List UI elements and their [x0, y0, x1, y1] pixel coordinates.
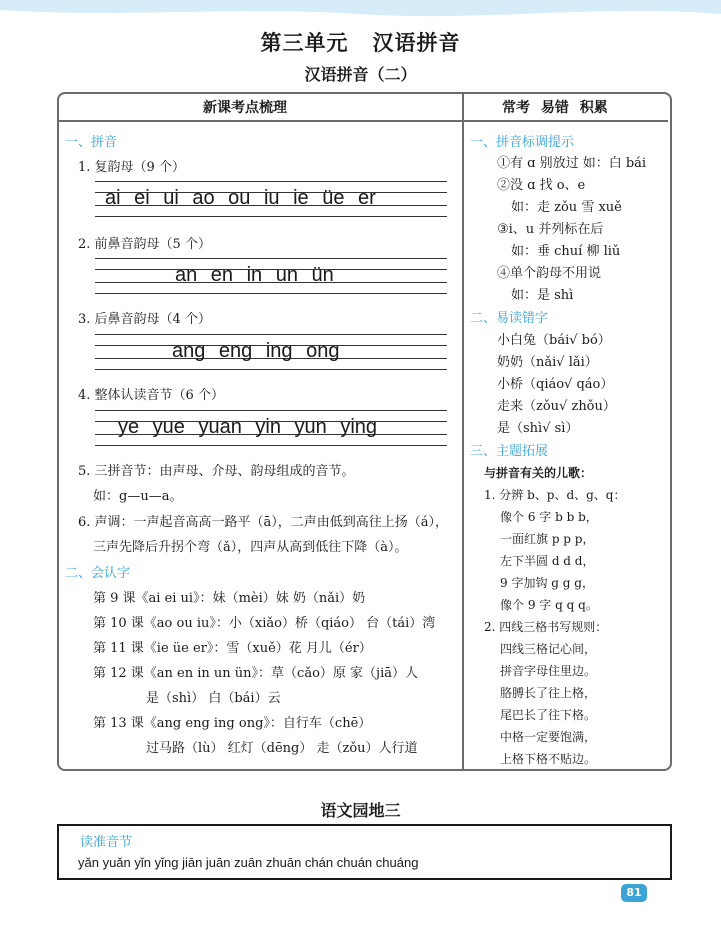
item-triple-syllable: 5. 三拼音节：由声母、介母、韵母组成的音节。	[78, 464, 355, 479]
garden-box	[57, 824, 672, 880]
pinyin-row-front-nasal: an en in un ün	[175, 264, 334, 286]
section-characters: 二、会认字	[65, 566, 131, 581]
unit-title: 第三单元 汉语拼音	[260, 31, 461, 55]
page-number: 81	[621, 884, 647, 902]
item-tones-cont: 三声先降后升拐个弯（ǎ），四声从高到低往下降（à）。	[93, 540, 408, 555]
lesson-subtitle: 汉语拼音（二）	[304, 65, 417, 84]
left-column-header: 新课考点梳理	[203, 100, 287, 116]
lesson-9: 第 9 课《ai ei ui》：妹（mèi）妹 奶（nǎi）奶	[93, 591, 366, 606]
section-pinyin: 一、拼音	[65, 135, 118, 150]
rhyme-line: 上格下格不贴边。	[500, 752, 597, 766]
tip-3-example: 如：垂 chuí 柳 liǔ	[511, 244, 621, 259]
rhyme-2-title: 2. 四线三格书写规则：	[484, 620, 608, 634]
lesson-11: 第 11 课《ie üe er》：雪（xuě）花 月儿（ér）	[93, 641, 372, 656]
column-divider	[462, 92, 464, 769]
lesson-10: 第 10 课《ao ou iu》：小（xiǎo）桥（qiáo） 台（tái）湾	[93, 616, 436, 631]
pinyin-row-compound: ai ei ui ao ou iu ie üe er	[105, 187, 376, 209]
item-tones: 6. 声调：一声起音高高一路平（ā），二声由低到高往上扬（á），	[78, 515, 449, 530]
lesson-12: 第 12 课《an en in un ün》：草（cǎo）原 家（jiā）人	[93, 666, 418, 681]
pinyin-row-back-nasal: ang eng ing ong	[172, 340, 340, 362]
item-compound-finals: 1. 复韵母（9 个）	[78, 160, 185, 175]
lesson-12-cont: 是（shì） 白（bái）云	[146, 691, 281, 706]
lesson-13-cont: 过马路（lù） 红灯（dēng） 走（zǒu）人行道	[146, 741, 418, 756]
rhyme-heading: 与拼音有关的儿歌：	[484, 466, 593, 480]
lesson-13: 第 13 课《ang eng ing ong》：自行车（chē）	[93, 716, 372, 731]
rhyme-line: 中格一定要饱满，	[500, 730, 597, 744]
pinyin-row-whole: ye yue yuan yin yun ying	[118, 416, 378, 438]
section-misread: 二、易读错字	[470, 311, 549, 326]
rhyme-line: 左下半圆 d d d，	[500, 554, 595, 568]
rhyme-line: 9 字加钩 g g g，	[500, 576, 594, 590]
tip-1: ①有 ɑ 别放过 如：白 bái	[497, 156, 647, 171]
section-tone-tips: 一、拼音标调提示	[470, 135, 575, 150]
misread-4: 走来（zǒu√ zhǒu）	[497, 399, 616, 414]
header-rule	[59, 120, 668, 122]
rhyme-line: 尾巴长了往下格。	[500, 708, 597, 722]
garden-syllables: yǎn yuǎn yǐn yǐng jiān juān zuān zhuān chán chuán chuáng	[78, 855, 419, 870]
tip-4-example: 如：是 shì	[511, 288, 574, 303]
tip-2: ②没 ɑ 找 o、e	[497, 178, 586, 193]
misread-5: 是（shì√ sì）	[497, 421, 579, 436]
section-theme: 三、主题拓展	[470, 444, 549, 459]
rhyme-line: 拼音字母住里边。	[500, 664, 597, 678]
tip-3: ③i、u 并列标在后	[497, 222, 604, 237]
rhyme-line: 像个 6 字 b b b，	[500, 510, 598, 524]
tip-2-example: 如：走 zǒu 雪 xuě	[511, 200, 622, 215]
item-triple-example: 如：g—u—a。	[93, 489, 183, 504]
rhyme-line: 胳膊长了往上格，	[500, 686, 597, 700]
item-whole-syllables: 4. 整体认读音节（6 个）	[78, 388, 224, 403]
rhyme-line: 四线三格记心间，	[500, 642, 597, 656]
tip-4: ④单个韵母不用说	[497, 266, 602, 281]
misread-2: 奶奶（nǎi√ lǎi）	[497, 355, 598, 370]
right-column-header: 常考 易错 积累	[502, 100, 608, 116]
garden-title: 语文园地三	[320, 801, 401, 820]
rhyme-1-title: 1. 分辨 b、p、d、g、q：	[484, 488, 626, 502]
rhyme-line: 像个 9 字 q q q。	[500, 598, 598, 612]
rhyme-line: 一面红旗 p p p，	[500, 532, 595, 546]
misread-3: 小桥（qiáo√ qáo）	[497, 377, 614, 392]
garden-subtitle: 读准音节	[80, 835, 133, 850]
item-back-nasal: 3. 后鼻音韵母（4 个）	[78, 312, 211, 327]
misread-1: 小白兔（bái√ bó）	[497, 333, 611, 348]
item-front-nasal: 2. 前鼻音韵母（5 个）	[78, 237, 211, 252]
